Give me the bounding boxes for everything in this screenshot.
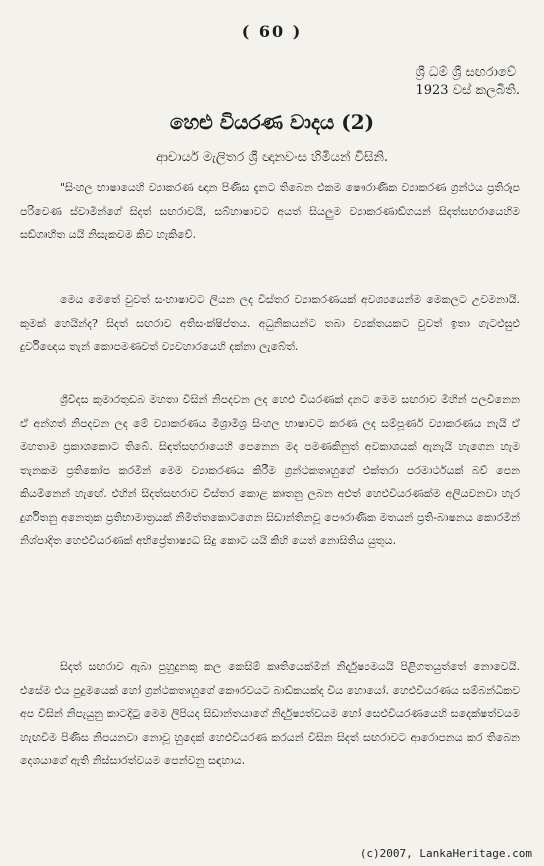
paragraph-1: "සිංහල භාෂායෙහි ව්‍යාකරණ ඥාන පිණිස දැනට තිබෙන එකම ෂෞරාණික ව්‍යාකරණ ග්‍රන්ථය ප්‍රතිරූප පරිවෙණ ස්වාමීන්ගේ සිදත් සඟරාවයි, සබ්හාෂාවට අයත් සියලුම ව්‍යාකරණාඞ්ගයන් සිදත්සඟරායෙහිම සඞ්ගෘහීත යයි නිසැකවම කිව හැකිවේ.	[20, 181, 520, 241]
magazine-issue: 1923 වස් කලබිති.	[415, 83, 520, 98]
article-title: හෙළු වියරණ වාදය (2)	[169, 110, 375, 134]
copyright-watermark: (c)2007, LankaHeritage.com	[359, 847, 532, 860]
paragraph-2: මෙය මෙතේ වුවත් සංභාෂාවට ලියන ලද විස්තර ව්‍යාකරණයක් අවශ්‍යයෙන්ම මෙකලට උවමනායි. කුමක් හෙයින්ද? සිදත් සඟරාව අතිසංක්ෂිප්තය. අධුනිකයන්ට තබා ව්‍යක්තයකට වුවත් ඉතා ගැටළුසුළු දුර්විඥෙය තැන් කොපමණවත් ව්‍යවහාරයෙහි දක්නා ලැබේත්.	[20, 293, 520, 353]
magazine-reference	[415, 64, 520, 100]
page-number: ( 60 )	[241, 22, 303, 41]
article-author: ආචාර්ය මැලිතර ශ්‍රී ඥානවංස හිමියන් විසිනි.	[155, 150, 389, 165]
magazine-title: ශ්‍රී ධම් ශ්‍රී සඟරාවේ	[415, 65, 517, 80]
paragraph-3: ශ්‍රීවිදස කුමාරතුඩබ මහතා විසින් නිපදවන ලද හෙළු වියරණක් දනට මෙම සඟරාව මිහින් පලවිනෙන ඒ අන්ගත් නිපදවන ලද මේ ව්‍යාකරණය මිශ්‍රාමිශ්‍ර සිංහල භාෂාවට කරණ ලද සම්පූර්ණ ව්‍යාකරණය නැයි ඒ මහතාම ප්‍රකාශකොට තිබේ. සිඳත්සඟරායෙහි පෙනෙන මද පමණකිනුත් අවකාශයක් ඇනැයි හැගෙන හැම තැනකම ප්‍රතිකෝප කරමින් මෙම ව්‍යාකරණය කිරීම ග්‍රන්ථකතෘහුගේ එක්තරා පරමාර්ථයක් බව් පෙන කියමිනෙන් හැඟේ. එහින් සිදත්සඟරාව විස්තර කොළ කෘතනු ලබන අළුත් හෙළුවියරණක්ම අලියවනවා හැර දුර්ගිතනු අනෙතුක ප්‍රතිභාමාත්‍රයක් නිමිත්තකොටගෙන සිඩාන්තිනවූ පෞරාණික මතයන් ප්‍රති-බාෂනය කොරමින් නිශ්පාදිත හෙළුවියරණක් අභිප්‍රේතාෂ්‍යධ සිදු කොට යයි කිහි යෙත් නොසිතිය යුතුය.	[20, 393, 520, 547]
paragraph-4: සිදත් සඟරාව ඇබා පුහුදුනකු කල කෙසිම් කෘතියෙක්මින් නිර්දුෂ්‍යමයයි පිළිගතයුත්තේ නොවෙයි. එසේම එය පුදුමයෙක් හෝ ග්‍රන්ථකතෘහුගේ කෞරවයට බාඩ්කයක්ද විය හොයෝ. හෙළුවියරණය සම්බන්ධිකව අප විසින් නිපැයුනු කාටදිටු මෙම ලිපියද සිඩාන්තයාගේ නිර්දුෂ්‍යත්වයම හෝ සෙළුවියරණයෙහි සදෙක්ෂත්වයම හැඟවීම පිණිස නිපයනවා නොවූ හුදෙක් හෙළුවියරණ කරයන් විසින සිදත් සඟරාවට ආරොපනය කර තිබෙන දෙශයාගේ ඇති නිස්සාරත්වයම පෙන්වනු සඳහාය.	[20, 660, 520, 767]
